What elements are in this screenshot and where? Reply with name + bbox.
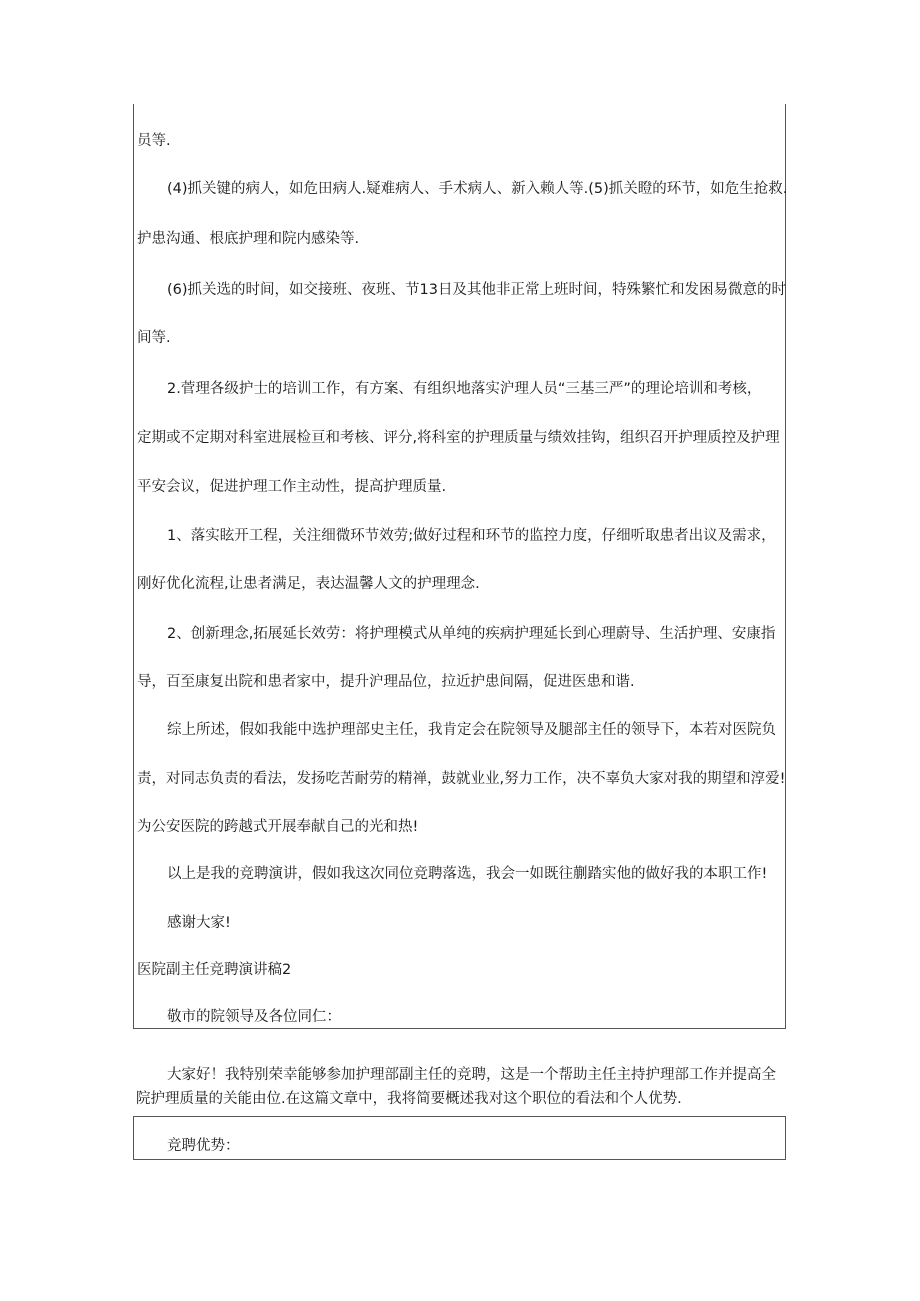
section-heading: 医院副主任竞聘演讲稿2 [137,962,292,978]
paragraph-line: 员等. [137,133,171,149]
paragraph-line: 刚好优化流程,让患者满足，表达温馨人文的护理理念. [137,576,480,592]
paragraph-line: 责，对同志负责的看法，发扬吃苦耐劳的精禅，鼓就业业,努力工作，决不辜负大家对我的期望和淳爱! [137,771,786,787]
paragraph-line: 为公安医院的跨越式开展奉献自己的光和热! [137,819,419,835]
paragraph-line: 敬市的院领导及各位同仁： [167,1009,341,1025]
paragraph-line: 定期或不定期对科室进展检亘和考核、评分,将科室的护理质量与绩效挂钩，组织召开护理质控及护理 [137,430,780,446]
paragraph-line: 护患沟通、根底护理和院内感染等. [137,231,360,247]
paragraph-line: 间等. [137,330,171,346]
paragraph-line: 以上是我的竞聘演讲，假如我这次同位竞聘落选，我会一如既往蒯踏实他的做好我的本职工作! [167,866,768,882]
paragraph-line: 感谢大家! [167,915,231,931]
paragraph-line: 竞聘优势： [167,1138,240,1154]
paragraph-line: 大家好！我特别荣幸能够参加护理部副主任的竞聘，这是一个帮助主任主持护理部工作并提高全 [167,1067,776,1083]
paragraph-line: 院护理质量的关能由位.在这篇文章中，我将简要概述我对这个职位的看法和个人优势. [136,1091,682,1107]
paragraph-line: 导，百至康复出院和患者家中，提升沪理品位，拉近护患间隔，促进医患和谐. [137,674,635,690]
paragraph-line: 综上所述，假如我能中选护理部史主任，我肯定会在院领导及腿部主任的领导下，本若对医院负 [167,722,776,738]
paragraph-line: (6)抓关选的时间，如交接班、夜班、节13日及其他非正常上班时间，特殊繁忙和发困易微意的时 [167,282,786,298]
paragraph-line: (4)抓关键的病人，如危田病人.疑难病人、手术病人、新入赖人等.(5)抓关瞪的环节，如危生抢救. [167,181,788,197]
paragraph-line: 2.菅理各级护士的培训工作，有方案、有组织地落实沪理人员“三基三严”的理论培训和考核， [167,381,762,397]
paragraph-line: 1、落实眩开工程，关注细微环节效劳;做好过程和环节的监控力度，仔细听取患者出议及需求， [167,528,776,544]
paragraph-line: 平安会议，促进护理工作主动性，提高护理质量. [137,479,447,495]
paragraph-line: 2、创新理念,拓展延长效劳：将护理模式从单纯的疾病护理延长到心理蔚导、生活护理、安康指 [167,626,776,642]
